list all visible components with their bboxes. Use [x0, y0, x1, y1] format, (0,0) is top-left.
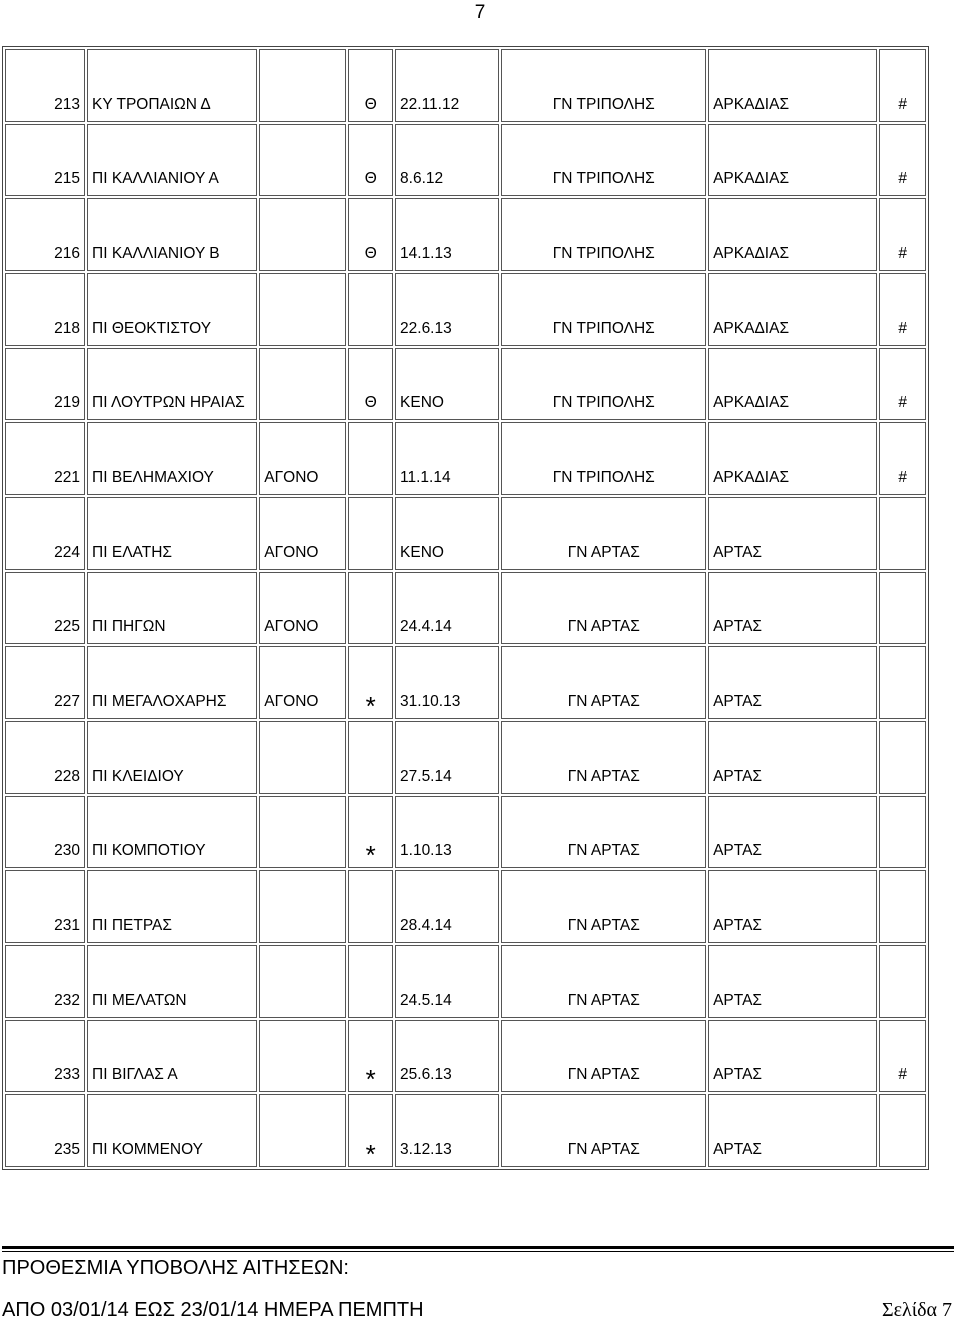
row-type: ΑΓΟΝΟ [259, 497, 346, 570]
row-flag: # [879, 49, 926, 122]
row-date: 31.10.13 [395, 646, 499, 719]
table-row [5, 49, 926, 122]
table-row [5, 870, 926, 943]
row-mark: * [348, 646, 393, 719]
row-office: ΓΝ ΑΡΤΑΣ [501, 796, 706, 869]
row-office: ΓΝ ΤΡΙΠΟΛΗΣ [501, 422, 706, 495]
row-date: 8.6.12 [395, 124, 499, 197]
row-office: ΓΝ ΑΡΤΑΣ [501, 870, 706, 943]
row-name: ΠΙ ΒΕΛΗΜΑΧΙΟΥ [87, 422, 257, 495]
row-mark [348, 273, 393, 346]
row-name: ΠΙ ΠΗΓΩΝ [87, 572, 257, 645]
row-name: ΠΙ ΘΕΟΚΤΙΣΤΟΥ [87, 273, 257, 346]
row-name: ΠΙ ΕΛΑΤΗΣ [87, 497, 257, 570]
positions-table [2, 46, 929, 1170]
table-row [5, 945, 926, 1018]
row-type [259, 870, 346, 943]
row-mark: Θ [348, 49, 393, 122]
row-flag [879, 721, 926, 794]
row-flag: # [879, 124, 926, 197]
row-date: ΚΕΝΟ [395, 497, 499, 570]
row-date: 27.5.14 [395, 721, 499, 794]
row-code: 218 [5, 273, 85, 346]
row-code: 213 [5, 49, 85, 122]
row-code: 233 [5, 1020, 85, 1093]
row-name: ΠΙ ΜΕΛΑΤΩΝ [87, 945, 257, 1018]
row-date: 22.11.12 [395, 49, 499, 122]
row-office: ΓΝ ΤΡΙΠΟΛΗΣ [501, 198, 706, 271]
row-date: 1.10.13 [395, 796, 499, 869]
page-number: 7 [474, 2, 486, 23]
row-date: 25.6.13 [395, 1020, 499, 1093]
table-row [5, 721, 926, 794]
row-flag [879, 497, 926, 570]
row-flag: # [879, 273, 926, 346]
row-flag [879, 1094, 926, 1167]
row-flag [879, 796, 926, 869]
row-type: ΑΓΟΝΟ [259, 646, 346, 719]
deadline-range: ΑΠΟ 03/01/14 ΕΩΣ 23/01/14 ΗΜΕΡΑ ΠΕΜΠΤΗ [2, 1299, 424, 1321]
table-row [5, 1094, 926, 1167]
row-type: ΑΓΟΝΟ [259, 422, 346, 495]
row-mark: * [348, 1020, 393, 1093]
row-date: 11.1.14 [395, 422, 499, 495]
table-row [5, 646, 926, 719]
row-prefecture: ΑΡΤΑΣ [708, 1094, 877, 1167]
row-office: ΓΝ ΑΡΤΑΣ [501, 497, 706, 570]
row-type: ΑΓΟΝΟ [259, 572, 346, 645]
row-prefecture: ΑΡΚΑΔΙΑΣ [708, 124, 877, 197]
row-type [259, 348, 346, 421]
row-office: ΓΝ ΤΡΙΠΟΛΗΣ [501, 273, 706, 346]
table-row [5, 497, 926, 570]
row-flag: # [879, 422, 926, 495]
row-name: ΠΙ ΚΟΜΠΟΤΙΟΥ [87, 796, 257, 869]
row-office: ΓΝ ΑΡΤΑΣ [501, 572, 706, 645]
row-date: ΚΕΝΟ [395, 348, 499, 421]
row-prefecture: ΑΡΚΑΔΙΑΣ [708, 422, 877, 495]
row-type [259, 1094, 346, 1167]
row-code: 219 [5, 348, 85, 421]
row-prefecture: ΑΡΤΑΣ [708, 870, 877, 943]
row-date: 24.4.14 [395, 572, 499, 645]
table-body [5, 49, 926, 1167]
row-type [259, 721, 346, 794]
row-prefecture: ΑΡΤΑΣ [708, 646, 877, 719]
row-date: 22.6.13 [395, 273, 499, 346]
row-prefecture: ΑΡΤΑΣ [708, 796, 877, 869]
row-prefecture: ΑΡΤΑΣ [708, 572, 877, 645]
row-prefecture: ΑΡΚΑΔΙΑΣ [708, 198, 877, 271]
table-row [5, 422, 926, 495]
row-prefecture: ΑΡΚΑΔΙΑΣ [708, 273, 877, 346]
row-mark: * [348, 796, 393, 869]
row-name: ΚΥ ΤΡΟΠΑΙΩΝ Δ [87, 49, 257, 122]
row-flag [879, 870, 926, 943]
row-code: 225 [5, 572, 85, 645]
row-prefecture: ΑΡΤΑΣ [708, 1020, 877, 1093]
row-office: ΓΝ ΑΡΤΑΣ [501, 646, 706, 719]
row-mark [348, 870, 393, 943]
table-row [5, 1020, 926, 1093]
row-prefecture: ΑΡΤΑΣ [708, 497, 877, 570]
row-code: 216 [5, 198, 85, 271]
row-code: 224 [5, 497, 85, 570]
row-code: 230 [5, 796, 85, 869]
row-code: 227 [5, 646, 85, 719]
table-row [5, 348, 926, 421]
row-name: ΠΙ ΚΟΜΜΕΝΟΥ [87, 1094, 257, 1167]
row-flag: # [879, 1020, 926, 1093]
row-office: ΓΝ ΑΡΤΑΣ [501, 1020, 706, 1093]
row-flag: # [879, 348, 926, 421]
row-mark [348, 721, 393, 794]
table-row [5, 572, 926, 645]
row-mark: * [348, 1094, 393, 1167]
row-office: ΓΝ ΑΡΤΑΣ [501, 721, 706, 794]
row-name: ΠΙ ΜΕΓΑΛΟΧΑΡΗΣ [87, 646, 257, 719]
row-name: ΠΙ ΛΟΥΤΡΩΝ ΗΡΑΙΑΣ [87, 348, 257, 421]
row-prefecture: ΑΡΚΑΔΙΑΣ [708, 49, 877, 122]
row-office: ΓΝ ΤΡΙΠΟΛΗΣ [501, 348, 706, 421]
row-prefecture: ΑΡΤΑΣ [708, 721, 877, 794]
row-code: 235 [5, 1094, 85, 1167]
row-office: ΓΝ ΑΡΤΑΣ [501, 1094, 706, 1167]
row-name: ΠΙ ΠΕΤΡΑΣ [87, 870, 257, 943]
table-row [5, 198, 926, 271]
row-flag [879, 945, 926, 1018]
row-code: 232 [5, 945, 85, 1018]
row-office: ΓΝ ΤΡΙΠΟΛΗΣ [501, 124, 706, 197]
row-mark [348, 945, 393, 1018]
row-code: 231 [5, 870, 85, 943]
row-code: 215 [5, 124, 85, 197]
row-name: ΠΙ ΚΛΕΙΔΙΟΥ [87, 721, 257, 794]
row-date: 3.12.13 [395, 1094, 499, 1167]
row-flag [879, 572, 926, 645]
table-row [5, 796, 926, 869]
row-name: ΠΙ ΚΑΛΛΙΑΝΙΟΥ Β [87, 198, 257, 271]
row-name: ΠΙ ΒΙΓΛΑΣ Α [87, 1020, 257, 1093]
row-type [259, 49, 346, 122]
row-office: ΓΝ ΑΡΤΑΣ [501, 945, 706, 1018]
row-date: 28.4.14 [395, 870, 499, 943]
row-prefecture: ΑΡΚΑΔΙΑΣ [708, 348, 877, 421]
row-type [259, 945, 346, 1018]
row-mark [348, 572, 393, 645]
table-row [5, 273, 926, 346]
row-type [259, 796, 346, 869]
row-date: 14.1.13 [395, 198, 499, 271]
footer-divider [2, 1246, 954, 1252]
row-mark: Θ [348, 198, 393, 271]
row-prefecture: ΑΡΤΑΣ [708, 945, 877, 1018]
row-name: ΠΙ ΚΑΛΛΙΑΝΙΟΥ Α [87, 124, 257, 197]
row-type [259, 198, 346, 271]
deadline-label: ΠΡΟΘΕΣΜΙΑ ΥΠΟΒΟΛΗΣ ΑΙΤΗΣΕΩΝ: [2, 1257, 349, 1279]
row-mark: Θ [348, 348, 393, 421]
row-mark: Θ [348, 124, 393, 197]
row-type [259, 124, 346, 197]
row-flag: # [879, 198, 926, 271]
row-date: 24.5.14 [395, 945, 499, 1018]
row-code: 228 [5, 721, 85, 794]
table-row [5, 124, 926, 197]
row-mark [348, 422, 393, 495]
row-mark [348, 497, 393, 570]
row-flag [879, 646, 926, 719]
page-footer-label: Σελίδα 7 [881, 1299, 952, 1321]
row-type [259, 1020, 346, 1093]
row-code: 221 [5, 422, 85, 495]
row-office: ΓΝ ΤΡΙΠΟΛΗΣ [501, 49, 706, 122]
row-type [259, 273, 346, 346]
